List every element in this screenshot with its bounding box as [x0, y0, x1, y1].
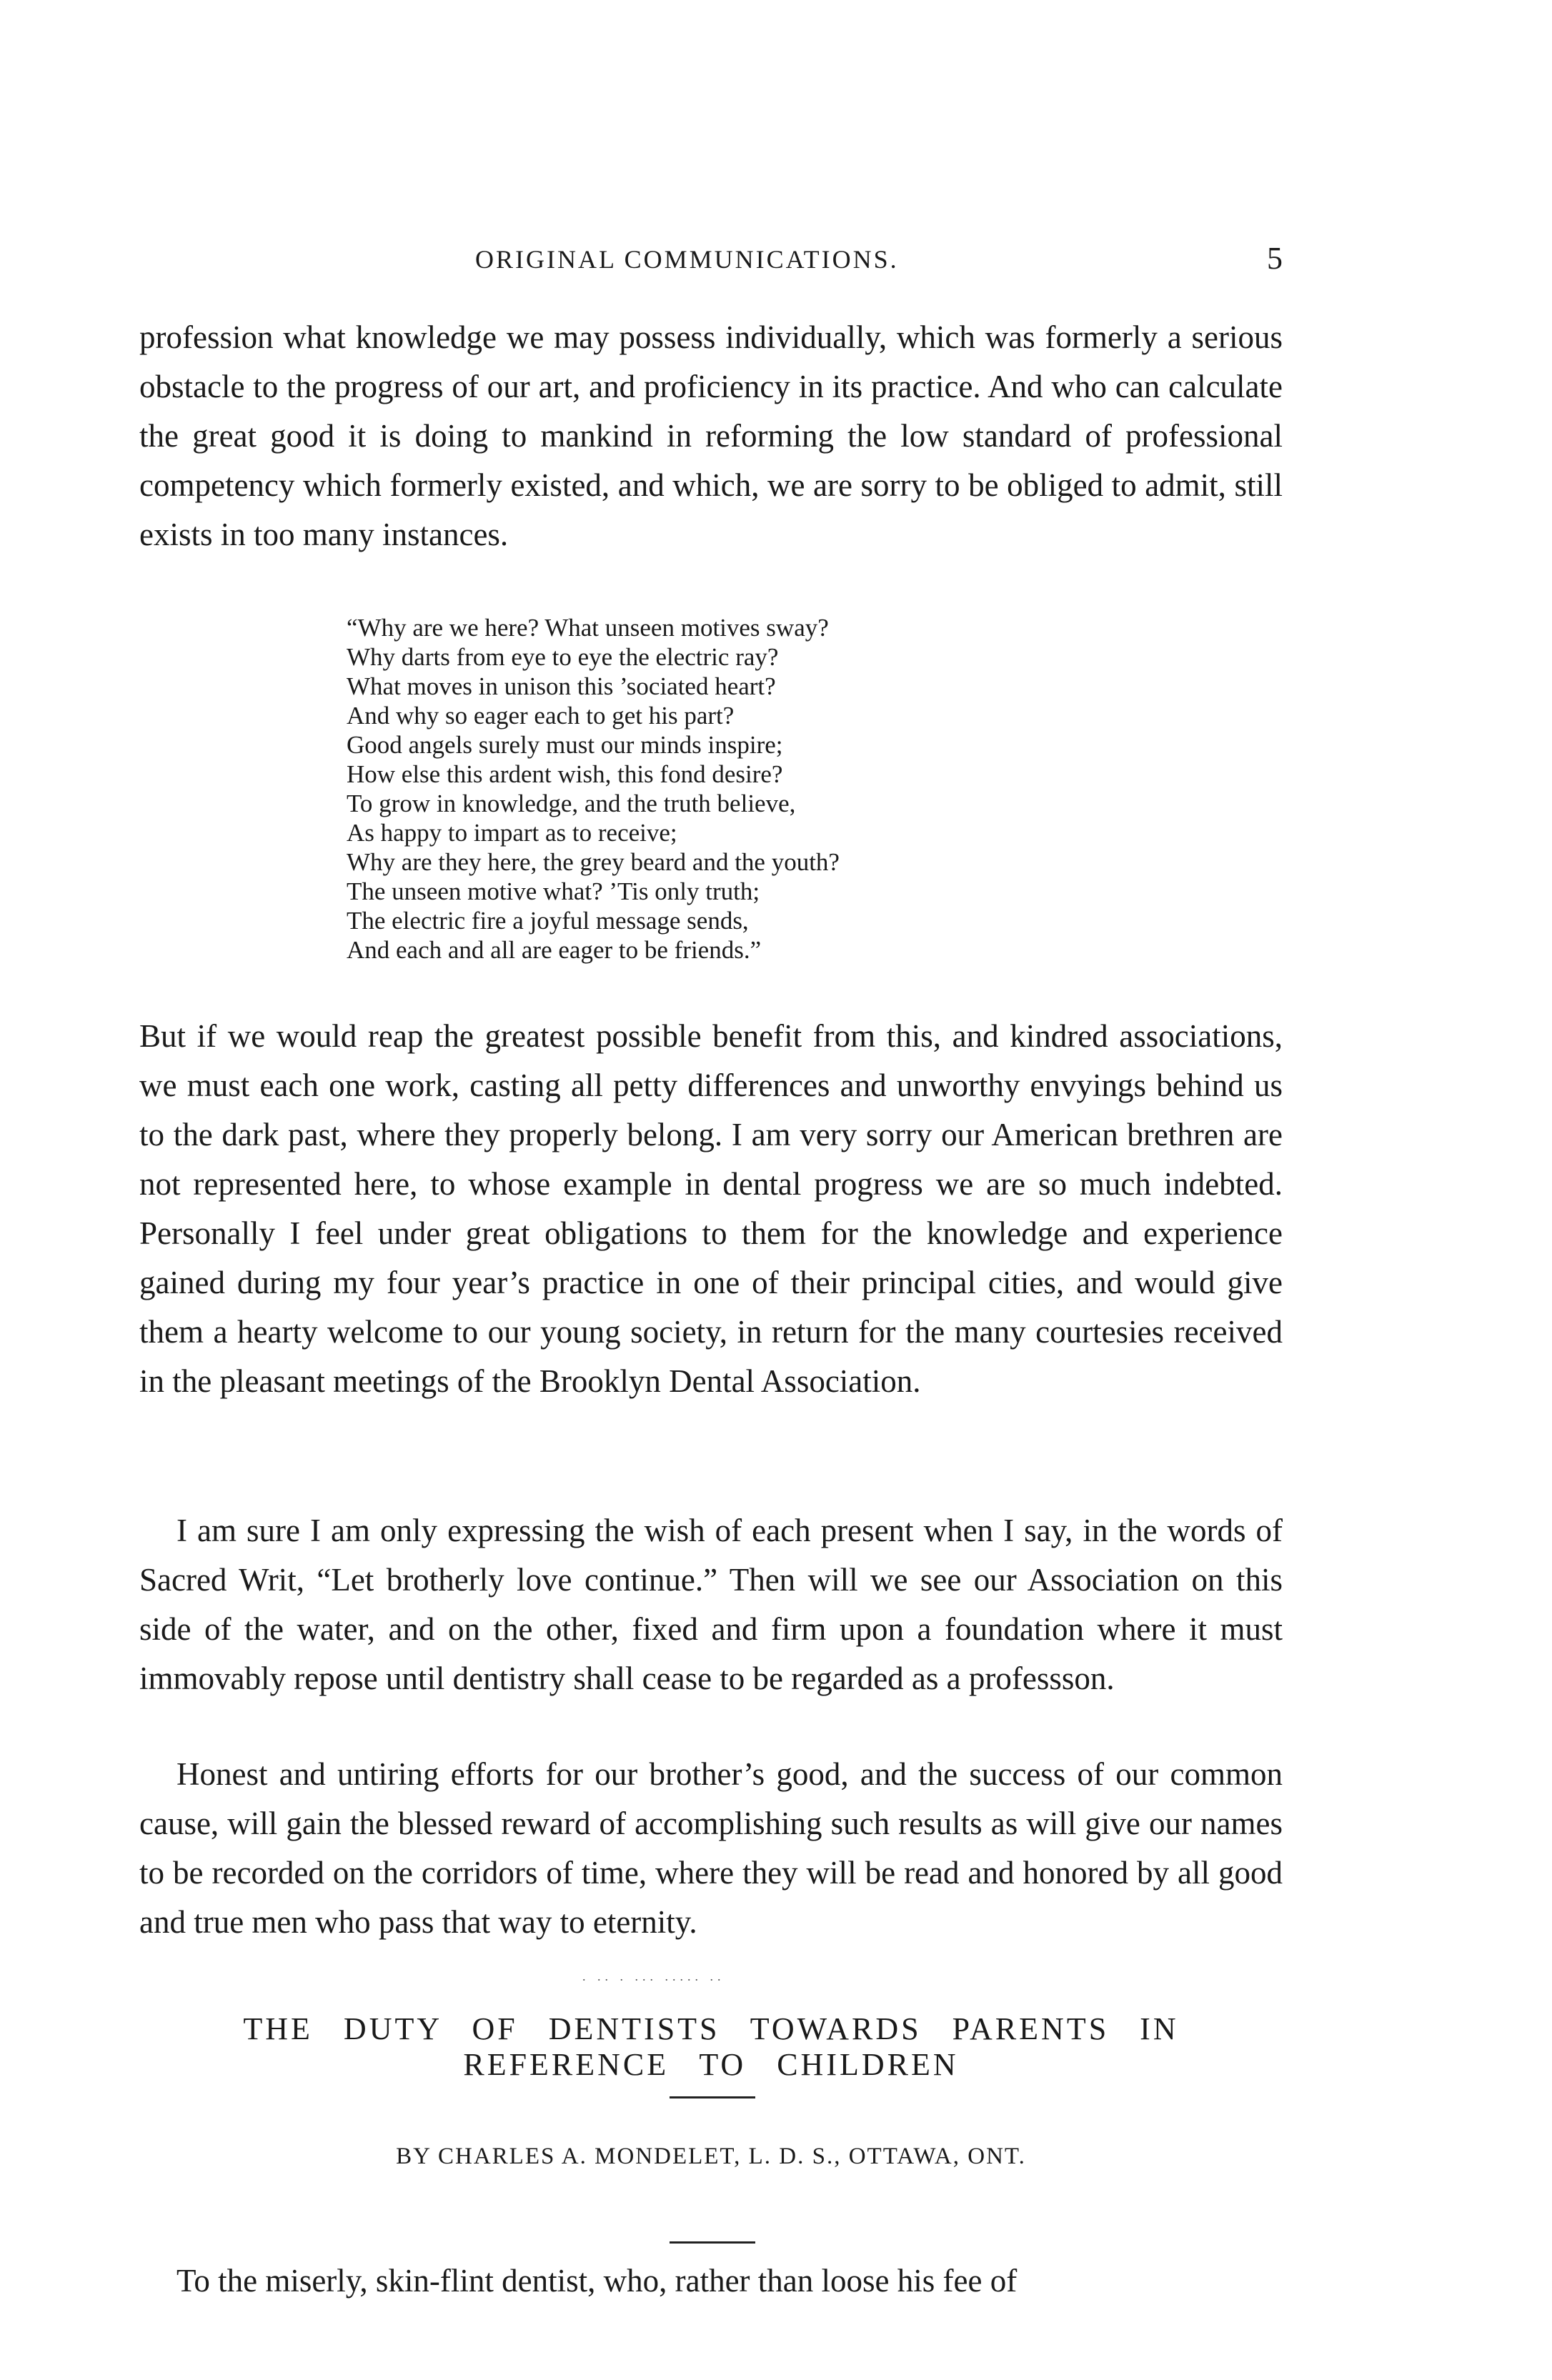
- poem-line: And why so eager each to get his part?: [347, 702, 735, 730]
- poem-line: And each and all are eager to be friends.”: [347, 936, 762, 964]
- article-opening-line: To the miserly, skin-flint dentist, who, rather than loose his fee of: [176, 2263, 1018, 2299]
- running-title: ORIGINAL COMMUNICATIONS.: [475, 245, 899, 274]
- poem-line: What moves in unison this ’sociated heart?: [347, 672, 776, 700]
- title-rule: [670, 2096, 755, 2098]
- paragraph-brotherly-love: I am sure I am only expressing the wish of each present when I say, in the words of Sacred Writ, “Let brotherly love continue.” Then will we see our Association on this side of the water, and on the other, fixed and firm upon a foundation where it must immovably repose until dentistry shall cease to be regarded as a professson.: [139, 1513, 1283, 1696]
- section-ornament: . .. . ... ..... ..: [582, 1969, 725, 1983]
- poem-verse: [347, 613, 1240, 965]
- poem-line: As happy to impart as to receive;: [347, 819, 677, 847]
- running-head: [139, 241, 1283, 287]
- poem-line: The unseen motive what? ’Tis only truth;: [347, 877, 760, 905]
- poem-line: The electric fire a joyful message sends,: [347, 907, 749, 935]
- poem-line: Why are they here, the grey beard and the youth?: [347, 848, 840, 876]
- poem-line: To grow in knowledge, and the truth believe,: [347, 790, 796, 817]
- paragraph-brethren: But if we would reap the greatest possible benefit from this, and kindred associations, we must each one work, casting all petty differences and unworthy envyings behind us to the dark past, where they properly belong. I am very sorry our American brethren are not represented here, to whose example in dental progress we are so much indebted. Personally I feel under great obligations to them for the knowledge and experience gained during my four year’s practice in one of their principal cities, and would give them a hearty welcome to our young society, in return for the many courtesies received in the pleasant meetings of the Brooklyn Dental Association.: [139, 1018, 1283, 1399]
- article-byline: BY CHARLES A. MONDELET, L. D. S., OTTAWA, ONT.: [396, 2144, 1026, 2169]
- poem-line: How else this ardent wish, this fond desire?: [347, 760, 783, 788]
- paragraph-continued: profession what knowledge we may possess individually, which was formerly a serious obstacle to the progress of our art, and proficiency in its practice. And who can calculate the great good it is doing to mankind in reforming the low standard of professional competency which formerly existed, and which, we are sorry to be obliged to admit, still exists in too many instances.: [139, 319, 1283, 552]
- article-title-line-2: REFERENCE TO CHILDREN: [463, 2047, 959, 2082]
- page-number: 5: [1267, 241, 1283, 276]
- paragraph-honest-efforts: Honest and untiring efforts for our brother’s good, and the success of our common cause, will gain the blessed reward of accomplishing such results as will give our names to be recorded on the corridors of time, where they will be read and honored by all good and true men who pass that way to eternity.: [139, 1756, 1283, 1940]
- poem-line: Good angels surely must our minds inspire;: [347, 731, 783, 759]
- poem-line: “Why are we here? What unseen motives sway?: [347, 614, 829, 642]
- poem-line: Why darts from eye to eye the electric ray?: [347, 643, 779, 671]
- article-title-line-1: THE DUTY OF DENTISTS TOWARDS PARENTS IN: [243, 2011, 1179, 2046]
- byline-rule: [670, 2241, 755, 2244]
- article-title: [139, 2011, 1283, 2083]
